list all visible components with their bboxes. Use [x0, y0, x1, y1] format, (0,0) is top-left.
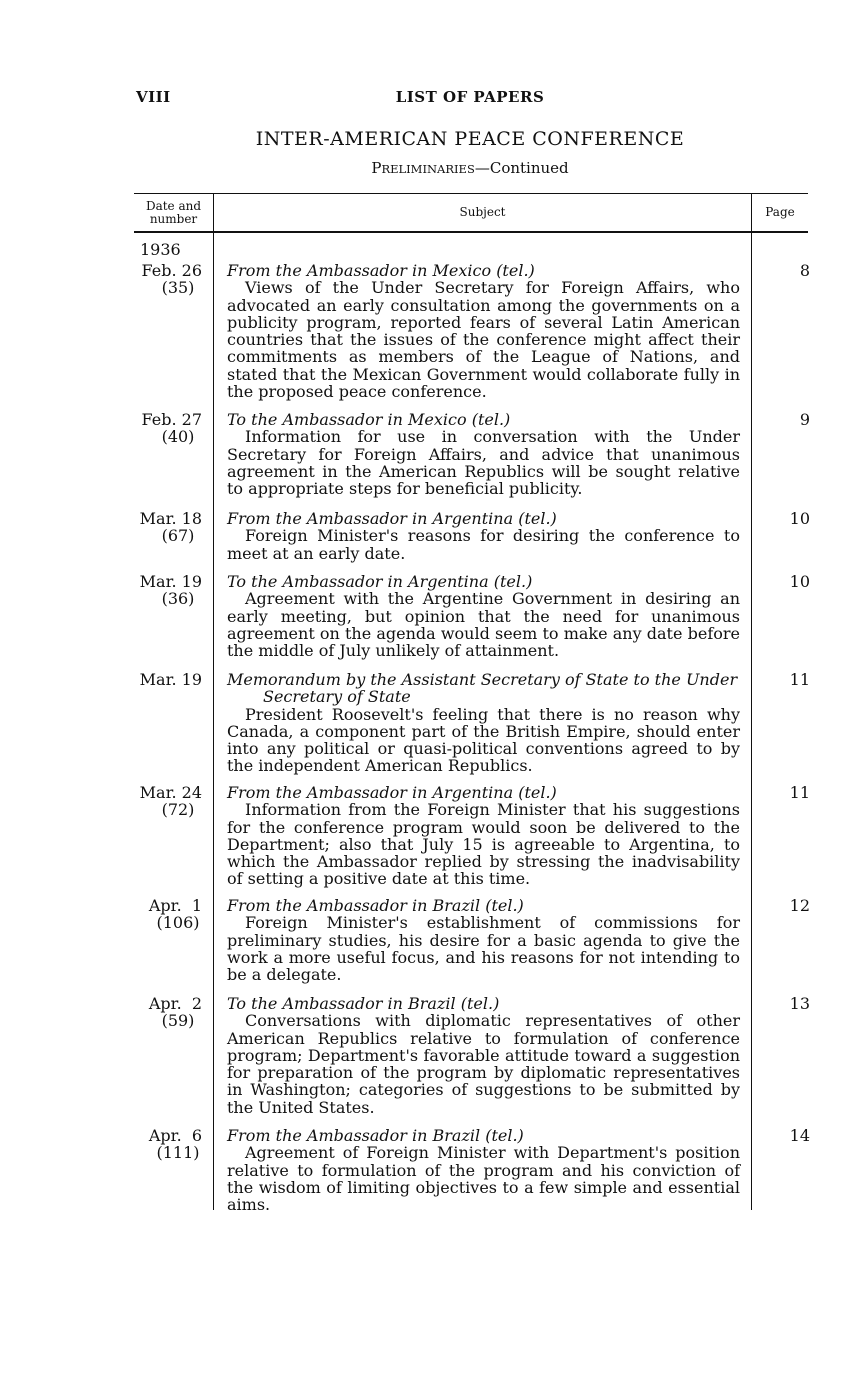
date-cell	[134, 262, 202, 297]
entry-heading: From the Ambassador in Argentina (tel.)	[227, 783, 557, 802]
subsection-title	[0, 159, 856, 177]
entry-heading-line1: Memorandum by the Assistant Secretary of State to the Under	[227, 670, 738, 689]
entry-heading	[227, 671, 740, 706]
year-label: 1936	[140, 240, 181, 259]
column-header-page: Page	[765, 205, 795, 219]
entry-summary: Views of the Under Secretary for Foreign Affairs, who advocated an early consultation among the governments on a publicity program, reported fears of several Latin American countries that the issues of the conference might affect their commitments as members of the League of Nations, and stated that the Mexican Government would collaborate fully in the proposed peace conference.	[227, 278, 740, 402]
entry-date: Apr. 1	[148, 896, 202, 915]
entry-page: 9	[799, 410, 810, 429]
entry-date: Mar. 19	[139, 670, 202, 689]
entry-page: 8	[799, 261, 810, 280]
subject-cell	[227, 411, 740, 497]
entry-number: (35)	[161, 278, 195, 298]
subsection-rest: —Continued	[474, 159, 569, 177]
section-title: INTER-AMERICAN PEACE CONFERENCE	[255, 128, 685, 150]
entry-date: Mar. 24	[139, 783, 202, 802]
entry-number: (59)	[161, 1011, 195, 1031]
entry-number: (111)	[156, 1143, 200, 1163]
date-cell	[134, 995, 202, 1030]
entry-summary: Foreign Minister's reasons for desiring the conference to meet at an early date.	[227, 526, 740, 563]
entry-page: 14	[789, 1126, 810, 1145]
subject-cell	[227, 573, 740, 659]
entry-summary: Foreign Minister's establishment of commissions for preliminary studies, his desire for a basic agenda to give the work a more useful focus, and his reasons for not intending to be a delegate.	[227, 913, 740, 985]
entry-heading: To the Ambassador in Argentina (tel.)	[227, 572, 533, 591]
subject-cell	[227, 510, 740, 562]
entry-number: (106)	[156, 913, 200, 933]
entry-heading: To the Ambassador in Brazil (tel.)	[227, 994, 500, 1013]
entry-heading-line2: Secretary of State	[263, 687, 411, 707]
column-divider-right	[751, 193, 752, 1210]
date-cell	[134, 897, 202, 932]
column-header-date	[134, 200, 213, 226]
entry-heading: To the Ambassador in Mexico (tel.)	[227, 410, 511, 429]
date-cell	[134, 1127, 202, 1162]
date-cell	[134, 411, 202, 446]
entry-date: Feb. 26	[141, 261, 202, 280]
page-number: VIII	[136, 88, 171, 106]
subject-cell	[227, 897, 740, 983]
column-header-date-line2: number	[149, 212, 198, 226]
subject-cell	[227, 671, 740, 775]
subject-cell	[227, 784, 740, 888]
date-cell	[134, 671, 202, 688]
subject-cell	[227, 1127, 740, 1213]
entry-page: 12	[789, 896, 810, 915]
entry-summary: Agreement of Foreign Minister with Department's position relative to formulation of the program and his conviction of the wisdom of limiting objectives to a few simple and essential aims.	[227, 1143, 740, 1215]
entry-date: Apr. 6	[148, 1126, 202, 1145]
entry-summary: President Roosevelt's feeling that there is no reason why Canada, a component part of the British Empire, should enter into any political or quasi-political conventions agreed to by the independent American Republics.	[227, 704, 740, 776]
entry-heading: From the Ambassador in Mexico (tel.)	[227, 261, 535, 280]
entry-heading: From the Ambassador in Brazil (tel.)	[227, 896, 524, 915]
column-header-subject: Subject	[459, 205, 506, 219]
running-head: LIST OF PAPERS	[395, 88, 545, 106]
subsection-small: RELIMINARIES	[381, 162, 475, 176]
subject-cell	[227, 995, 740, 1116]
date-cell	[134, 573, 202, 608]
date-cell	[134, 510, 202, 545]
entry-heading: From the Ambassador in Argentina (tel.)	[227, 509, 557, 528]
entry-number: (72)	[161, 800, 195, 820]
table-top-rule	[134, 193, 808, 194]
entry-number: (40)	[161, 427, 195, 447]
entry-heading: From the Ambassador in Brazil (tel.)	[227, 1126, 524, 1145]
entry-page: 11	[789, 670, 810, 689]
subject-cell	[227, 262, 740, 400]
entry-date: Apr. 2	[148, 994, 202, 1013]
entry-date: Feb. 27	[141, 410, 202, 429]
date-cell	[134, 784, 202, 819]
entry-summary: Information for use in conversation with the Under Secretary for Foreign Affairs, and advice that unanimous agreement in the American Republics will be sought relative to appropriate steps for beneficial publicity.	[227, 427, 740, 499]
entry-date: Mar. 19	[139, 572, 202, 591]
column-divider-left	[213, 193, 214, 1210]
entry-page: 10	[789, 509, 810, 528]
entry-summary: Information from the Foreign Minister that his suggestions for the conference program would soon be delivered to the Department; also that July 15 is agreeable to Argentina, to which the Ambassador replied by stressing the inadvisability of setting a positive date at this time.	[227, 800, 740, 889]
entry-summary: Agreement with the Argentine Government in desiring an early meeting, but opinion that the need for unanimous agreement on the agenda would seem to make any date before the middle of July unlikely of attainment.	[227, 589, 740, 661]
entry-summary: Conversations with diplomatic representatives of other American Republics relative to formulation of conference program; Department's favorable attitude toward a suggestion for preparation of the program by diplomatic representatives in Washington; categories of suggestions to be submitted by the United States.	[227, 1011, 740, 1117]
column-header-date-line1: Date and	[145, 199, 202, 213]
entry-page: 13	[789, 994, 810, 1013]
entry-number: (67)	[161, 526, 195, 546]
entry-page: 10	[789, 572, 810, 591]
entry-page: 11	[789, 783, 810, 802]
table-header-rule	[134, 231, 808, 233]
entry-date: Mar. 18	[139, 509, 202, 528]
entry-number: (36)	[161, 589, 195, 609]
subsection-cap: P	[371, 159, 382, 177]
